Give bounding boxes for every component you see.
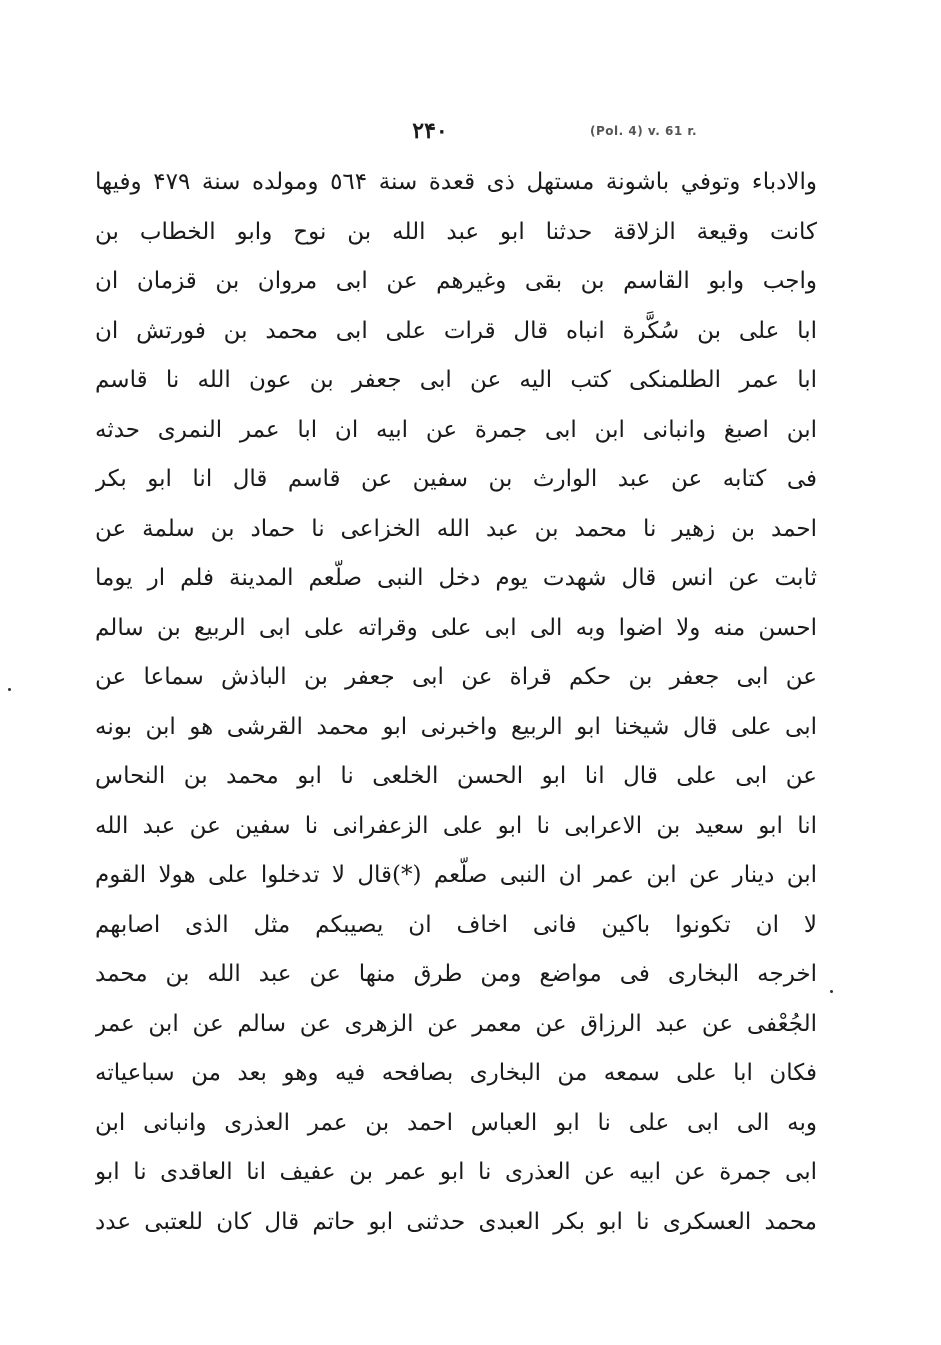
text-line: عن ابى جعفر بن حكم قراة عن ابى جعفر بن الباذش سماعا عن [95, 664, 817, 690]
text-line: كانت وقيعة الزلاقة حدثنا ابو عبد الله بن نوح وابو الخطاب بن [95, 218, 817, 245]
scan-speck [830, 990, 833, 993]
text-line: ابا على بن سُكَّرة انباه قال قرات على ابى محمد بن فورتش ان [95, 317, 817, 344]
text-line: ابا عمر الطلمنكى كتب اليه عن ابى جعفر بن عون الله نا قاسم [95, 367, 817, 393]
page-number: ٢۴٠ [412, 118, 448, 144]
volume-folio-note: (Pol. 4) v. 61 r. [590, 124, 698, 138]
arabic-text-body [95, 158, 817, 1247]
text-line: انا ابو سعيد بن الاعرابى نا ابو على الزعفرانى نا سفين عن عبد الله [95, 812, 817, 839]
text-line: ابى على قال شيخنا ابو الربيع واخبرنى ابو محمد القرشى هو ابن بونه [95, 713, 817, 740]
text-line: ابن دينار عن ابن عمر ان النبى صلّعم (*)قال لا تدخلوا على هولا القوم [95, 862, 817, 888]
text-line: والادباء وتوفي باشونة مستهل ذى قعدة سنة ٥٦۴ ومولده سنة ۴٧٩ وفيها [95, 169, 817, 195]
text-line: لا ان تكونوا باكين فانى اخاف ان يصيبكم مثل الذى اصابهم [95, 911, 817, 938]
scan-speck [8, 688, 11, 691]
text-line: احمد بن زهير نا محمد بن عبد الله الخزاعى نا حماد بن سلمة عن [95, 515, 817, 542]
text-line: وبه الى ابى على نا ابو العباس احمد بن عمر العذرى وانبانى ابن [95, 1109, 817, 1136]
text-line: ابى جمرة عن ابيه عن العذرى نا ابو عمر بن عفيف انا العاقدى نا ابو [95, 1159, 817, 1185]
text-line: ثابت عن انس قال شهدت يوم دخل النبى صلّعم المدينة فلم ار يوما [95, 565, 817, 591]
text-line: اخرجه البخارى فى مواضع ومن طرق منها عن عبد الله بن محمد [95, 961, 817, 987]
text-line: محمد العسكرى نا ابو بكر العبدى حدثنى ابو حاتم قال كان للعتبى عدد [95, 1208, 817, 1235]
text-line: واجب وابو القاسم بن بقى وغيرهم عن ابى مروان بن قزمان ان [95, 268, 817, 294]
text-line: فكان ابا على سمعه من البخارى بصافحه فيه وهو بعد من سباعياته [95, 1060, 817, 1086]
text-line: فى كتابه عن عبد الوارث بن سفين عن قاسم قال انا ابو بكر [95, 466, 817, 492]
text-line: احسن منه ولا اضوا وبه الى ابى على وقراته على ابى الربيع بن سالم [95, 614, 817, 641]
page-header [0, 118, 941, 152]
text-line: الجُعْفى عن عبد الرزاق عن معمر عن الزهرى عن سالم عن ابن عمر [95, 1010, 817, 1037]
text-line: عن ابى على قال انا ابو الحسن الخلعى نا ابو محمد بن النحاس [95, 763, 817, 789]
text-line: ابن اصبغ وانبانى ابن ابى جمرة عن ابيه ان ابا عمر النمرى حدثه [95, 416, 817, 443]
